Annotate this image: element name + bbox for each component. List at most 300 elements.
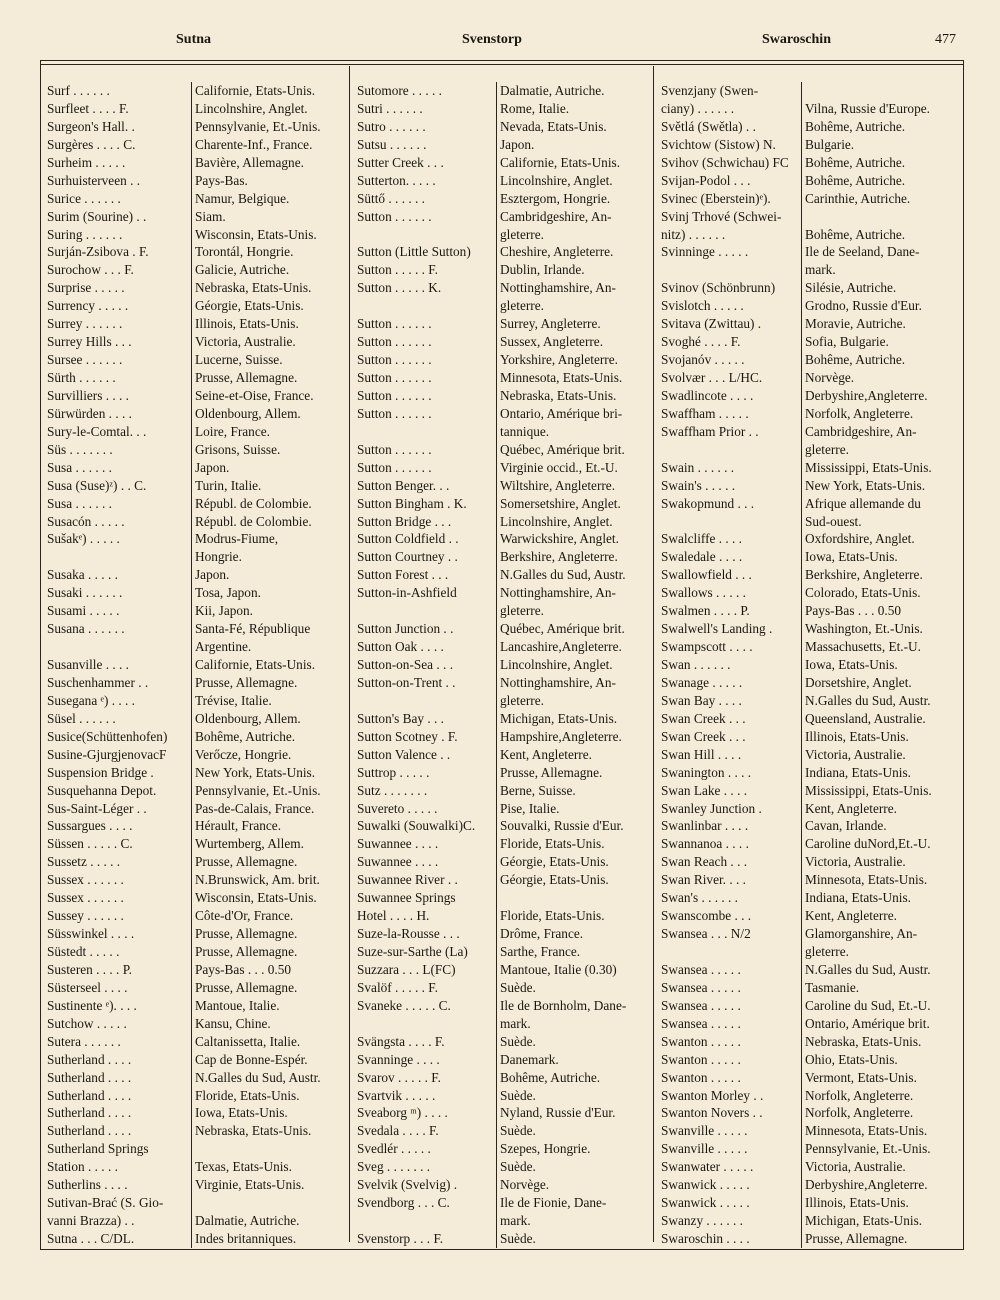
gazetteer-entry [350,692,652,710]
place-name: Swan Reach . . . [654,853,802,871]
place-name: Swain's . . . . . [654,477,802,495]
place-name: Sustinente ᵉ). . . . [40,997,192,1015]
gazetteer-entry [40,82,347,100]
gazetteer-entry [350,1194,652,1212]
place-name: Swanage . . . . . [654,674,802,692]
place-location: Namur, Belgique. [195,190,290,206]
place-location: Charente-Inf., France. [195,136,313,152]
place-location: Lincolnshire, Anglet. [500,172,613,188]
gazetteer-entry [40,602,347,620]
place-location: Moravie, Autriche. [805,316,906,332]
place-location: Loire, France. [195,423,270,439]
place-location: Souvalki, Russie d'Eur. [500,818,624,834]
place-name: Sutherlins . . . . [40,1176,192,1194]
gazetteer-entry [40,889,347,907]
place-location: Surrey, Angleterre. [500,316,601,332]
place-name: Sutherland . . . . [40,1122,192,1140]
gazetteer-entry [40,997,347,1015]
gazetteer-entry [350,1015,652,1033]
entry-list [654,82,965,1248]
gazetteer-entry [350,1158,652,1176]
place-name: Swansea . . . . . [654,997,802,1015]
gazetteer-entry [350,656,652,674]
place-name: Susteren . . . . P. [40,961,192,979]
place-name: Suwannee . . . . [350,835,497,853]
place-location: Californie, Etats-Unis. [500,154,621,170]
place-location: Siam. [195,208,226,224]
place-location: Wisconsin, Etats-Unis. [195,890,317,906]
entry-list [40,82,347,1248]
place-location: Nebraska, Etats-Unis. [805,1033,922,1049]
place-location: Lincolnshire, Anglet. [500,657,613,672]
place-location: Hampshire,Angleterre. [500,728,622,744]
place-name: Swanscombe . . . [654,907,802,925]
gazetteer-entry [350,943,652,961]
place-name: Süsel . . . . . . [40,710,192,728]
place-location: Afrique allemande du [805,495,921,511]
place-location: Kent, Angleterre. [500,746,592,762]
header-right-keyword: Swaroschin [762,32,831,47]
place-name: Swan Hill . . . . [654,746,802,764]
place-name: Sussex . . . . . . [40,889,192,907]
place-location: Virginie, Etats-Unis. [195,1177,305,1193]
gazetteer-entry [40,961,347,979]
gazetteer-entry [350,710,652,728]
place-name: Svihov (Schwichau) FC [654,154,802,172]
place-location: Santa-Fé, République [195,621,311,637]
place-location: Virginie occid., Et.-U. [500,459,618,475]
place-location: Iowa, Etats-Unis. [805,657,898,672]
gazetteer-entry [40,154,347,172]
gazetteer-entry [40,800,347,818]
gazetteer-entry [40,782,347,800]
gazetteer-entry [350,602,652,620]
place-location: Bohême, Autriche. [805,118,906,134]
gazetteer-entry [40,172,347,190]
gazetteer-entry [350,136,652,154]
gazetteer-entry [40,100,347,118]
gazetteer-entry [654,620,965,638]
place-name [350,692,497,710]
place-location: Suède. [500,1231,536,1246]
place-location: Esztergom, Hongrie. [500,190,611,206]
place-name: Svartvik . . . . . [350,1087,497,1105]
place-name: Susanville . . . . [40,656,192,674]
gazetteer-entry [40,1212,347,1230]
place-name: Sutton . . . . . . [350,369,497,387]
place-location: Géorgie, Etats-Unis. [500,854,609,870]
place-location: gleterre. [500,692,544,708]
place-location: Kent, Angleterre. [805,908,897,924]
gazetteer-entry [654,513,965,531]
place-name [350,423,497,441]
column-2 [349,66,652,1246]
gazetteer-entry [350,764,652,782]
gazetteer-entry [350,243,652,261]
gazetteer-entry [654,1140,965,1158]
place-location: Norvège. [805,370,855,385]
place-location: Berkshire, Angleterre. [805,567,923,583]
place-location: Michigan, Etats-Unis. [805,1213,923,1229]
gazetteer-entry [350,638,652,656]
gazetteer-entry [350,441,652,459]
gazetteer-entry [350,315,652,333]
place-name: Swansea . . . . . [654,1015,802,1033]
place-location: Cavan, Irlande. [805,818,887,834]
place-name: Svängsta . . . . F. [350,1033,497,1051]
place-name [654,513,802,531]
place-name: Sutton-on-Trent . . [350,674,497,692]
place-name: Swanville . . . . . [654,1140,802,1158]
place-name: Surim (Sourine) . . [40,208,192,226]
place-name: Suspension Bridge . [40,764,192,782]
gazetteer-entry [350,979,652,997]
place-location: Bohême, Autriche. [805,154,906,170]
place-location: Nottinghamshire, An- [500,280,616,296]
header-left-keyword: Sutna [176,32,212,47]
place-name: Swakopmund . . . [654,495,802,513]
place-name: Svenstorp . . . F. [350,1230,497,1248]
place-location: Berkshire, Angleterre. [500,549,618,565]
gazetteer-entry [654,261,965,279]
place-name: Sutton Bridge . . . [350,513,497,531]
gazetteer-entry [654,907,965,925]
gazetteer-entry [350,459,652,477]
place-location: Californie, Etats-Unis. [195,83,316,98]
gazetteer-entry [654,297,965,315]
place-name: Swallowfield . . . [654,566,802,584]
place-location: Suède. [500,979,536,995]
gazetteer-entry [40,279,347,297]
place-name: Sutton . . . . . . [350,459,497,477]
place-location: Norfolk, Angleterre. [805,405,914,421]
place-location: Sud-ouest. [805,513,862,529]
gazetteer-entry [654,997,965,1015]
place-name [654,261,802,279]
place-name: Swadlincote . . . . [654,387,802,405]
gazetteer-entry [40,315,347,333]
place-name: Světlá (Swětla) . . [654,118,802,136]
gazetteer-entry [654,351,965,369]
gazetteer-entry [350,1069,652,1087]
gazetteer-entry [654,566,965,584]
gazetteer-entry [350,800,652,818]
place-name: Svelvik (Svelvig) . [350,1176,497,1194]
place-location: Rome, Italie. [500,100,570,116]
place-name: Swanville . . . . . [654,1122,802,1140]
place-name: Svenzjany (Swen- [654,82,802,100]
place-name: Süstedt . . . . . [40,943,192,961]
place-location: Japon. [195,459,230,475]
place-location: Géorgie, Etats-Unis. [500,872,609,888]
gazetteer-entry [654,279,965,297]
gazetteer-entry [654,746,965,764]
place-location: Mississippi, Etats-Unis. [805,782,932,798]
running-header [40,28,960,52]
gazetteer-entry [654,602,965,620]
place-location: Mantoue, Italie (0.30) [500,961,617,977]
place-location: Pennsylvanie, Et.-Unis. [195,118,321,134]
gazetteer-entry [654,1069,965,1087]
place-name: Sutton Benger. . . [350,477,497,495]
gazetteer-entry [40,907,347,925]
place-location: Bohême, Autriche. [805,172,906,188]
place-name: Suze-la-Rousse . . . [350,925,497,943]
gazetteer-entry [40,1194,347,1212]
place-location: Suède. [500,1123,536,1139]
place-name: Sutton . . . . . . [350,315,497,333]
gazetteer-entry [350,513,652,531]
place-location: Républ. de Colombie. [195,495,312,511]
place-name: Susaki . . . . . . [40,584,192,602]
place-name: Sutton Valence . . [350,746,497,764]
gazetteer-entry [350,1122,652,1140]
place-location: Prusse, Allemagne. [500,764,603,780]
place-location: mark. [500,1015,531,1031]
gazetteer-entry [350,584,652,602]
place-name: Sussex . . . . . . [40,871,192,889]
place-location: Japon. [500,136,535,152]
place-location: Indes britanniques. [195,1231,297,1246]
place-location: Torontál, Hongrie. [195,244,294,260]
gazetteer-entry [654,1122,965,1140]
gazetteer-entry [350,746,652,764]
place-name: Swanington . . . . [654,764,802,782]
place-location: Warwickshire, Anglet. [500,531,619,547]
place-location: Grisons, Suisse. [195,441,281,457]
place-name: Surján-Zsibova . F. [40,243,192,261]
gazetteer-entry [350,387,652,405]
gazetteer-entry [40,190,347,208]
place-location: Québec, Amérique brit. [500,441,625,457]
gazetteer-entry [40,853,347,871]
place-location: Oxfordshire, Anglet. [805,531,915,547]
place-location: New York, Etats-Unis. [195,764,316,780]
place-name: Surprise . . . . . [40,279,192,297]
place-name: Süsswinkel . . . . [40,925,192,943]
place-location: Prusse, Allemagne. [195,854,298,870]
place-location: Norfolk, Angleterre. [805,1087,914,1103]
gazetteer-entry [654,584,965,602]
place-location: Grodno, Russie d'Eur. [805,298,922,314]
gazetteer-entry [350,82,652,100]
place-location [802,208,805,226]
place-location: Victoria, Australie. [805,746,906,762]
gazetteer-entry [40,226,347,244]
place-location: Glamorganshire, An- [805,926,918,942]
place-name: Sutton . . . . . F. [350,261,497,279]
place-name: Surgères . . . . C. [40,136,192,154]
gazetteer-entry [654,100,965,118]
gazetteer-entry [350,1212,652,1230]
place-name: Sutsu . . . . . . [350,136,497,154]
place-location: Galicie, Autriche. [195,262,290,278]
place-name: Swaffham Prior . . [654,423,802,441]
place-location: Silésie, Autriche. [805,280,897,296]
place-name: Swain . . . . . . [654,459,802,477]
gazetteer-entry [350,279,652,297]
gazetteer-entry [350,548,652,566]
place-name: Svendborg . . . C. [350,1194,497,1212]
place-name: Survilliers . . . . [40,387,192,405]
place-name: Surf . . . . . . [40,82,192,100]
place-name: Swan Lake . . . . [654,782,802,800]
gazetteer-entry [40,979,347,997]
place-name [40,548,192,566]
place-location: Nebraska, Etats-Unis. [195,280,312,296]
place-name: Sutomore . . . . . [350,82,497,100]
place-location: Colorado, Etats-Unis. [805,585,921,601]
place-name: Sveaborg ᵐ) . . . . [350,1104,497,1122]
gazetteer-entry [350,1176,652,1194]
gazetteer-entry [350,835,652,853]
place-location: Illinois, Etats-Unis. [805,728,909,744]
place-location: Québec, Amérique brit. [500,621,625,637]
gazetteer-entry [350,477,652,495]
gazetteer-entry [654,728,965,746]
place-location: Suède. [500,1159,536,1175]
gazetteer-entry [654,477,965,495]
place-location: Pennsylvanie, Et.-Unis. [805,1141,931,1157]
place-location: Dublin, Irlande. [500,262,585,278]
place-name: Swanton . . . . . [654,1033,802,1051]
gazetteer-entry [654,638,965,656]
place-name: Sutton . . . . . . [350,441,497,459]
place-name: Swanwick . . . . . [654,1176,802,1194]
gazetteer-entry [350,997,652,1015]
gazetteer-entry [654,1158,965,1176]
gazetteer-entry [350,674,652,692]
gazetteer-entry [40,764,347,782]
gazetteer-entry [654,961,965,979]
place-name: Svojanóv . . . . . [654,351,802,369]
frame-double-rule [40,64,964,65]
place-location: Lancashire,Angleterre. [500,639,622,655]
gazetteer-entry [654,82,965,100]
place-name: Surhuisterveen . . [40,172,192,190]
gazetteer-entry [654,674,965,692]
gazetteer-entry [350,728,652,746]
place-location: Lincolnshire, Anglet. [500,513,613,529]
place-name: Süsterseel . . . . [40,979,192,997]
gazetteer-entry [654,208,965,226]
place-location: Derbyshire,Angleterre. [805,1177,928,1193]
gazetteer-entry [654,118,965,136]
place-location: Michigan, Etats-Unis. [500,710,618,726]
gazetteer-entry [40,692,347,710]
place-location: Indiana, Etats-Unis. [805,890,911,906]
place-name: Sutton Coldfield . . [350,530,497,548]
gazetteer-entry [40,243,347,261]
gazetteer-entry [350,297,652,315]
place-location: Vermont, Etats-Unis. [805,1069,917,1085]
place-location: Pays-Bas. [195,172,248,188]
gazetteer-entry [654,423,965,441]
place-name: Sveg . . . . . . . [350,1158,497,1176]
place-location: Nyland, Russie d'Eur. [500,1105,616,1121]
place-name: Sutton . . . . . . [350,351,497,369]
place-location: Norvège. [500,1177,550,1193]
place-name: Swan . . . . . . [654,656,802,674]
gazetteer-entry [40,710,347,728]
place-location: N.Galles du Sud, Austr. [500,567,626,583]
place-name: Swaledale . . . . [654,548,802,566]
place-name: Swansea . . . . . [654,979,802,997]
place-location: Cap de Bonne-Espér. [195,1051,308,1067]
place-name: Süssen . . . . . C. [40,835,192,853]
gazetteer-entry [654,979,965,997]
gazetteer-entry [350,351,652,369]
gazetteer-entry [40,441,347,459]
gazetteer-entry [40,1140,347,1158]
place-location [192,1140,195,1158]
gazetteer-entry [350,172,652,190]
place-location: Drôme, France. [500,926,584,942]
place-name: Suzzara . . . L(FC) [350,961,497,979]
place-location: Tosa, Japon. [195,585,261,601]
place-name [40,638,192,656]
place-location: Minnesota, Etats-Unis. [805,872,928,888]
gazetteer-entry [654,656,965,674]
place-name: Sutton's Bay . . . [350,710,497,728]
place-name: Swan River. . . . [654,871,802,889]
place-location: Kent, Angleterre. [805,800,897,816]
place-name: Svedala . . . . F. [350,1122,497,1140]
place-location: Bohême, Autriche. [500,1069,601,1085]
place-location: Kii, Japon. [195,603,253,619]
place-name: Svislotch . . . . . [654,297,802,315]
place-name [350,602,497,620]
place-name: Sutton-on-Sea . . . [350,656,497,674]
place-location: Prusse, Allemagne. [195,926,298,942]
place-name: Susine-GjurgjenovacF [40,746,192,764]
place-location: Caroline duNord,Et.-U. [805,836,931,852]
place-name: Swalcliffe . . . . [654,530,802,548]
place-location: Carinthie, Autriche. [805,190,911,206]
place-name: nitz) . . . . . . [654,226,802,244]
place-location: Szepes, Hongrie. [500,1141,591,1157]
place-location: N.Galles du Sud, Austr. [805,692,931,708]
place-name: Swanwater . . . . . [654,1158,802,1176]
gazetteer-entry [40,835,347,853]
place-name: Sutz . . . . . . . [350,782,497,800]
place-location: Dorsetshire, Anglet. [805,674,912,690]
place-location: gleterre. [805,441,849,457]
place-location: Berne, Suisse. [500,782,576,798]
place-name: Sutton . . . . . . [350,387,497,405]
place-name: Susami . . . . . [40,602,192,620]
gazetteer-entry [654,817,965,835]
place-name: Sutherland . . . . [40,1104,192,1122]
gazetteer-entry [350,495,652,513]
gazetteer-entry [40,423,347,441]
place-location: Danemark. [500,1051,559,1067]
place-name: Swanwick . . . . . [654,1194,802,1212]
place-name: Sutera . . . . . . [40,1033,192,1051]
place-name: Surrency . . . . . [40,297,192,315]
place-location: Washington, Et.-Unis. [805,621,923,637]
place-name: Swalmen . . . . P. [654,602,802,620]
place-location: Suède. [500,1033,536,1049]
place-location: Wurtemberg, Allem. [195,836,304,852]
place-name: Sutton Scotney . F. [350,728,497,746]
place-location: Ile de Bornholm, Dane- [500,997,627,1013]
gazetteer-entry [350,261,652,279]
place-name: Sutton . . . . . . [350,208,497,226]
gazetteer-entry [40,871,347,889]
gazetteer-entry [40,297,347,315]
place-location: Ile de Seeland, Dane- [805,244,920,260]
